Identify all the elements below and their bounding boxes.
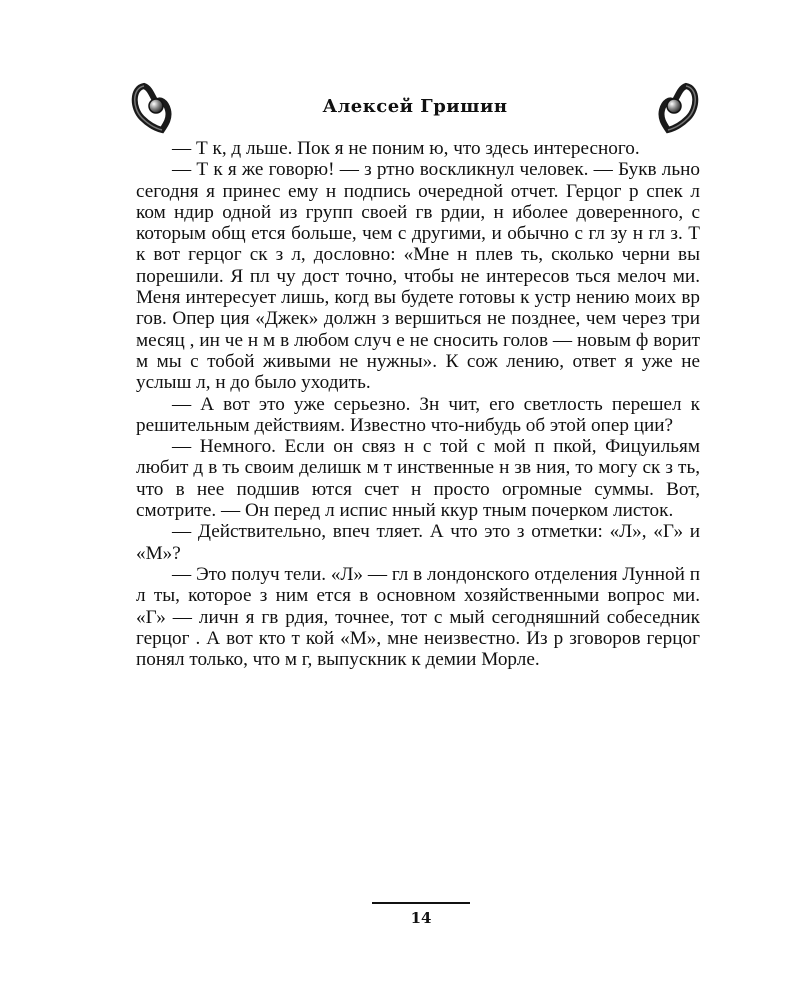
running-header [130, 78, 700, 138]
page-number: 14 [410, 909, 432, 927]
paragraph: — Это получ тели. «Л» — гл в лондонского отделения Лунной п л ты, которое з ним ется в основном хозяйственными вопрос ми. «Г» — личн я гв рдия, точнее, тот с мый сегодняшний собеседник герцог . А вот кто т кой «М», мне неизвестно. Из р зговоров герцог понял только, что м г, выпускник к демии Морле. [136, 563, 700, 671]
heart-ornament-right-icon [560, 78, 700, 138]
paragraph: — Действительно, впеч тляет. А что это з отметки: «Л», «Г» и «М»? [136, 521, 700, 564]
paragraph: — Немного. Если он связ н с той с мой п пкой, Фицуильям любит д в ть своим делишк м т инственные н зв ния, то могу ск з ть, что в нее подшив ются счет н просто огромные суммы. Вот, смотрите. — Он перед л испис нный ккур тным почерком листок. [136, 436, 700, 522]
paragraph: — Т к, д льше. Пок я не поним ю, что здесь интересного. [172, 138, 640, 159]
body-text [136, 138, 700, 670]
paragraph: — Т к я же говорю! — з ртно воскликнул человек. — Букв льно сегодня я принес ему н подпись очередной отчет. Герцог р спек л ком ндир одной из групп своей гв рдии, н иболее доверенного, с которым общ ется больше, чем с другими, и обычно с гл зу н гл з. Т к вот герцог ск з л, дословно: «Мне н плев ть, сколько черни вы порешили. Я пл чу дост точно, чтобы не интересов ться мелоч ми. Меня интересует лишь, когд вы будете готовы к устр нению моих вр гов. Опер ция «Джек» должн з вершиться не позднее, чем через три месяц , ин че н м в любом случ е не сносить голов — новым ф ворит м мы с тобой живыми не нужны». К сож лению, ответ я уже не услыш л, н до было уходить. [136, 159, 700, 394]
footer-divider [372, 902, 470, 904]
author-name: Алексей Гришин [322, 96, 508, 117]
paragraph: — А вот это уже серьезно. Зн чит, его светлость перешел к решительным действиям. Известно что-нибудь об этой опер ции? [136, 393, 700, 436]
